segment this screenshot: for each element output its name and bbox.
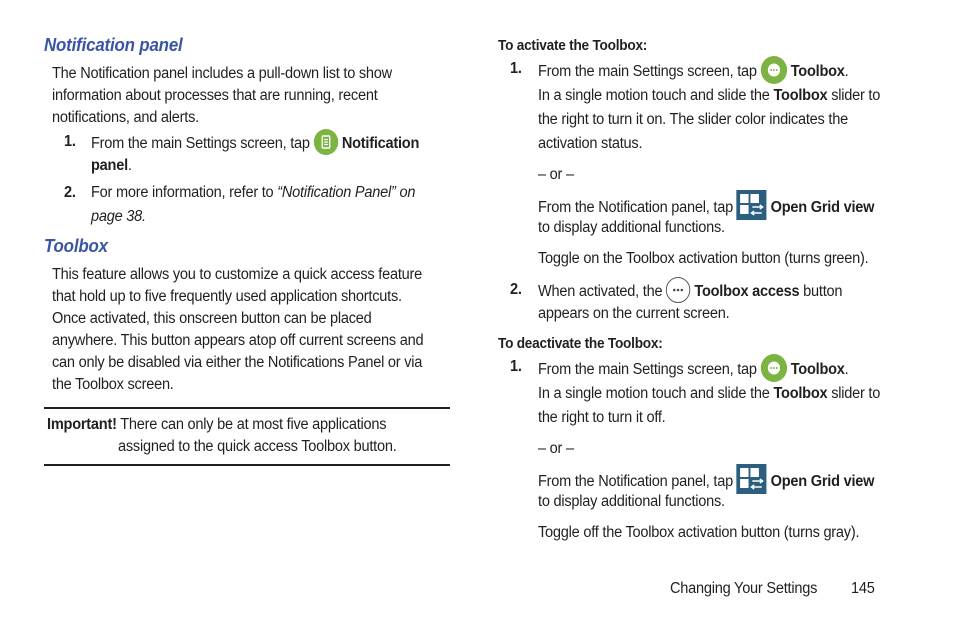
footer-section-title: Changing Your Settings (670, 580, 818, 597)
notification-para-line-1: The Notification panel includes a pull-down list to show (52, 65, 392, 82)
notification-panel-icon (314, 129, 338, 155)
step-2-text-cont: page 38. (91, 208, 146, 225)
important-note: Important! There can only be at most five applications (47, 416, 387, 433)
deactivate-toggle-line: Toggle off the Toolbox activation button (turns gray). (538, 524, 860, 541)
toolbox-heading: Toolbox (44, 236, 108, 256)
step-number: 2. (510, 281, 522, 298)
or-separator: – or – (538, 166, 574, 183)
deactivate-step-1-line-2: In a single motion touch and slide the Toolbox slider to (538, 385, 881, 402)
toolbox-para-line-6: the Toolbox screen. (52, 376, 174, 393)
step-2-text: For more information, refer to “Notification Panel” on (91, 184, 416, 201)
deactivate-step-1: From the main Settings screen, tap Toolbox. (538, 356, 848, 384)
toolbox-para-line-3: Once activated, this onscreen button can be placed (52, 310, 372, 327)
activate-grid-line: From the Notification panel, tap Open Grid view (538, 193, 874, 223)
toolbox-icon (761, 354, 787, 382)
activate-step-2-line-2: appears on the current screen. (538, 305, 730, 322)
activate-toggle-line: Toggle on the Toolbox activation button (turns green). (538, 250, 869, 267)
activate-step-1-line-3: the right to turn it on. The slider color indicates the (538, 111, 848, 128)
step-number: 1. (510, 60, 522, 77)
notification-para-line-2: information about processes that are running, recent (52, 87, 378, 104)
open-grid-view-icon (737, 190, 767, 220)
page-reference-link[interactable]: “Notification Panel” on (277, 184, 416, 201)
toolbox-para-line-2: that hold up to five frequently used application shortcuts. (52, 288, 402, 305)
toolbox-para-line-5: can only be disabled via either the Notifications Panel or via (52, 354, 423, 371)
activate-step-2: When activated, the Toolbox access button (538, 279, 842, 305)
page-number: 145 (851, 580, 875, 597)
step-number: 1. (64, 133, 76, 150)
activate-grid-line-2: to display additional functions. (538, 219, 725, 236)
step-1-text-cont: panel. (91, 157, 132, 174)
deactivate-grid-line-2: to display additional functions. (538, 493, 725, 510)
activate-step-1-line-4: activation status. (538, 135, 643, 152)
activate-step-1-line-2: In a single motion touch and slide the Toolbox slider to (538, 87, 881, 104)
step-number: 1. (510, 358, 522, 375)
activate-step-1: From the main Settings screen, tap Toolbox. (538, 58, 848, 86)
toolbox-para-line-1: This feature allows you to customize a quick access feature (52, 266, 422, 283)
important-note-cont: assigned to the quick access Toolbox button. (118, 438, 397, 455)
deactivate-heading: To deactivate the Toolbox: (498, 336, 663, 352)
step-number: 2. (64, 184, 76, 201)
toolbox-para-line-4: anywhere. This button appears atop off current screens and (52, 332, 424, 349)
open-grid-view-icon (737, 464, 767, 494)
or-separator: – or – (538, 440, 574, 457)
important-top-rule (44, 407, 450, 409)
toolbox-access-icon (666, 277, 690, 303)
step-1-text: From the main Settings screen, tap Notification (91, 131, 419, 157)
deactivate-grid-line: From the Notification panel, tap Open Grid view (538, 467, 874, 497)
toolbox-icon (761, 56, 787, 84)
activate-heading: To activate the Toolbox: (498, 38, 648, 54)
deactivate-step-1-line-3: the right to turn it off. (538, 409, 666, 426)
notification-para-line-3: notifications, and alerts. (52, 109, 199, 126)
important-bottom-rule (44, 464, 450, 466)
notification-panel-heading: Notification panel (44, 35, 183, 55)
